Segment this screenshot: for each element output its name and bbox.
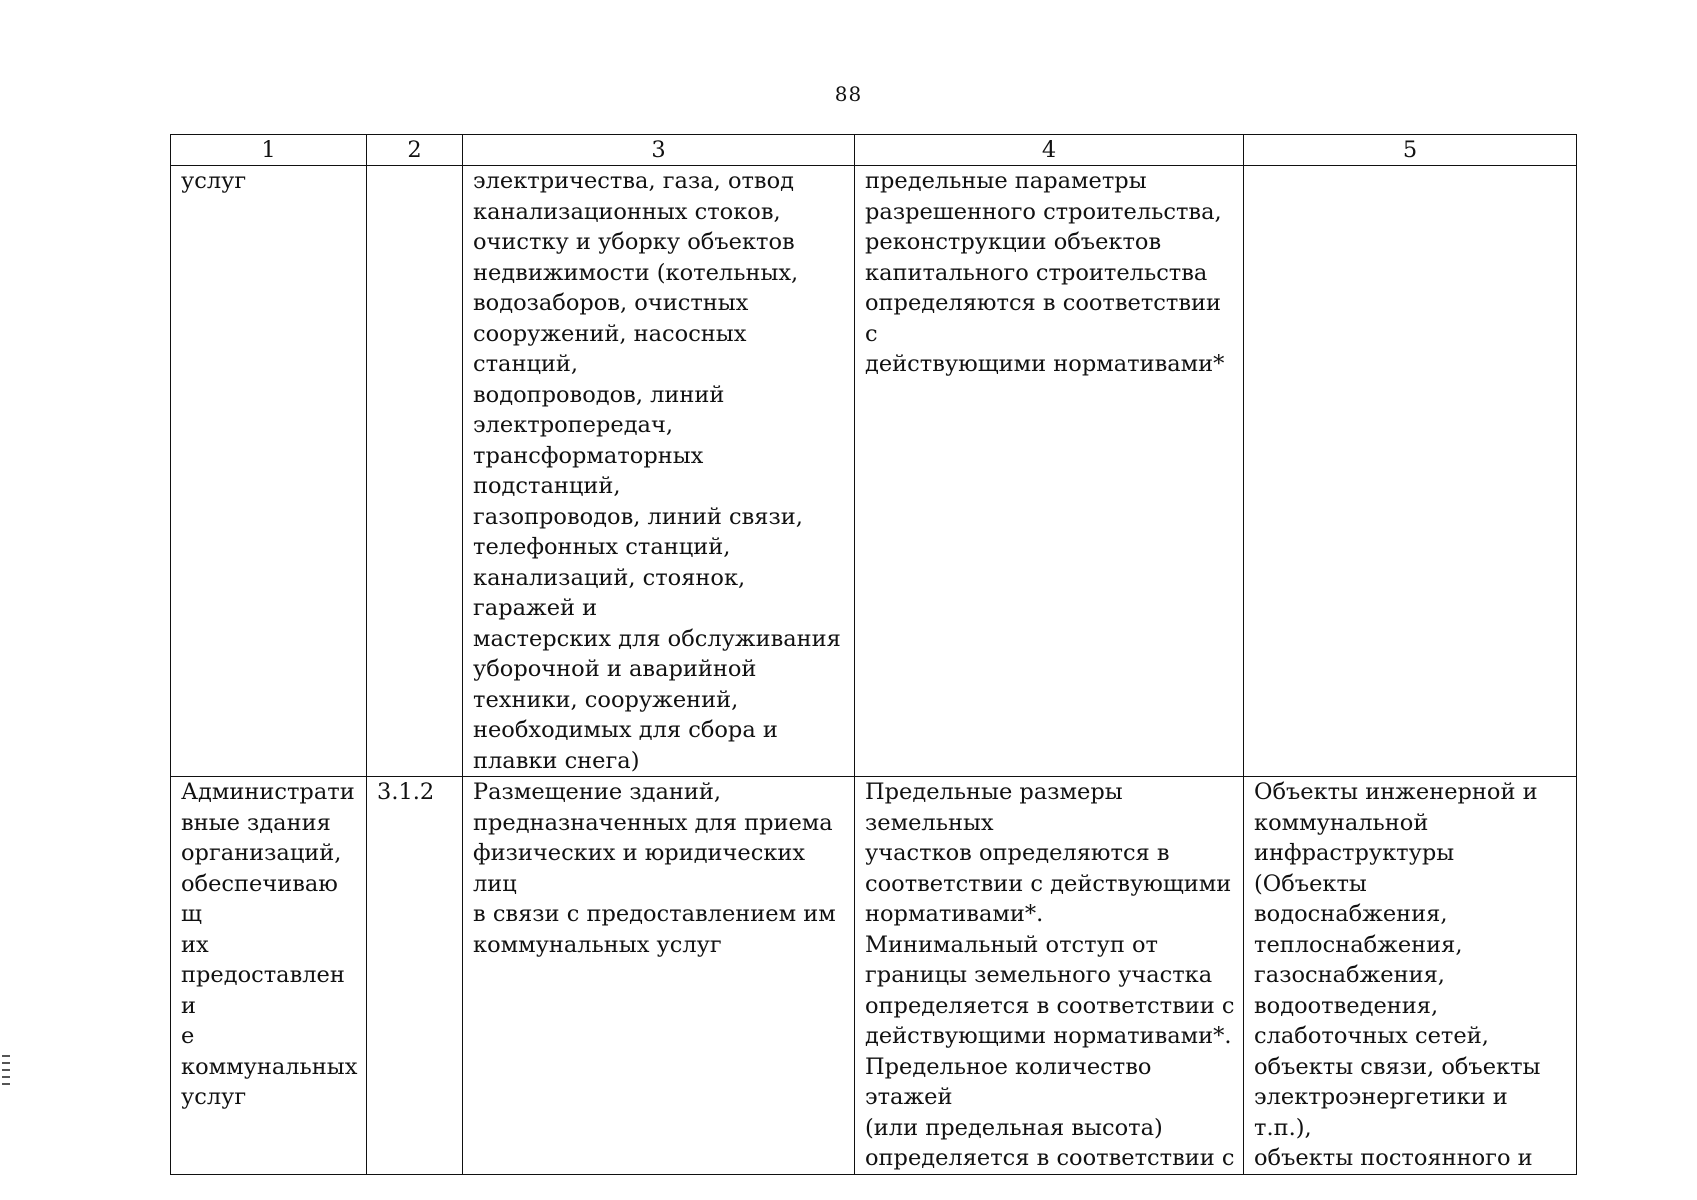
cell-code bbox=[367, 166, 463, 777]
table-header-row bbox=[171, 135, 1577, 166]
cell-text: предельные параметры разрешенного строительства, реконструкции объектов капитального строительства определяются в соответствии с действующими нормативами* bbox=[865, 168, 1225, 377]
cell-text: Администрати вные здания организаций, обеспечивающ их предоставлени е коммунальных услуг bbox=[181, 779, 358, 1110]
cell-text: 3.1.2 bbox=[377, 779, 435, 805]
cell-text: Предельные размеры земельных участков определяются в соответствии с действующими нормативами*. Минимальный отступ от границы земельного участка определяется в соответствии с действующими нормативами*. Предельное количество этажей (или предельная высота) определяется в соответствии с bbox=[865, 779, 1235, 1171]
table-row bbox=[171, 166, 1577, 777]
cell-text: Размещение зданий, предназначенных для приема физических и юридических лиц в связи с предоставлением им коммунальных услуг bbox=[473, 779, 836, 958]
cell-text: электричества, газа, отвод канализационных стоков, очистку и уборку объектов недвижимости (котельных, водозаборов, очистных сооружений, насосных станций, водопроводов, линий электропередач, трансформаторных подстанций, газопроводов, линий связи, телефонных станций, канализаций, стоянок, гаражей и мастерских для обслуживания уборочной и аварийной техники, сооружений, необходимых для сбора и плавки снега) bbox=[473, 168, 841, 774]
cell-auxiliary-uses bbox=[1244, 777, 1577, 1175]
scan-edge-marks bbox=[2, 1055, 10, 1090]
column-header-1: 1 bbox=[171, 135, 367, 166]
page-number: 88 bbox=[834, 82, 863, 106]
cell-description bbox=[463, 166, 855, 777]
column-header-4: 4 bbox=[855, 135, 1244, 166]
cell-parameters bbox=[855, 777, 1244, 1175]
cell-use-name bbox=[171, 166, 367, 777]
column-header-3: 3 bbox=[463, 135, 855, 166]
cell-text: Объекты инженерной и коммунальной инфраструктуры (Объекты водоснабжения, теплоснабжения, газоснабжения, водоотведения, слаботочных сетей, объекты связи, объекты электроэнергетики и т.п.), объекты постоянного и bbox=[1254, 779, 1541, 1171]
cell-parameters bbox=[855, 166, 1244, 777]
table-row bbox=[171, 777, 1577, 1175]
cell-auxiliary-uses bbox=[1244, 166, 1577, 777]
cell-text: услуг bbox=[181, 168, 247, 194]
cell-code bbox=[367, 777, 463, 1175]
cell-description bbox=[463, 777, 855, 1175]
zoning-regulations-table bbox=[170, 134, 1577, 1175]
cell-use-name bbox=[171, 777, 367, 1175]
column-header-5: 5 bbox=[1244, 135, 1577, 166]
column-header-2: 2 bbox=[367, 135, 463, 166]
